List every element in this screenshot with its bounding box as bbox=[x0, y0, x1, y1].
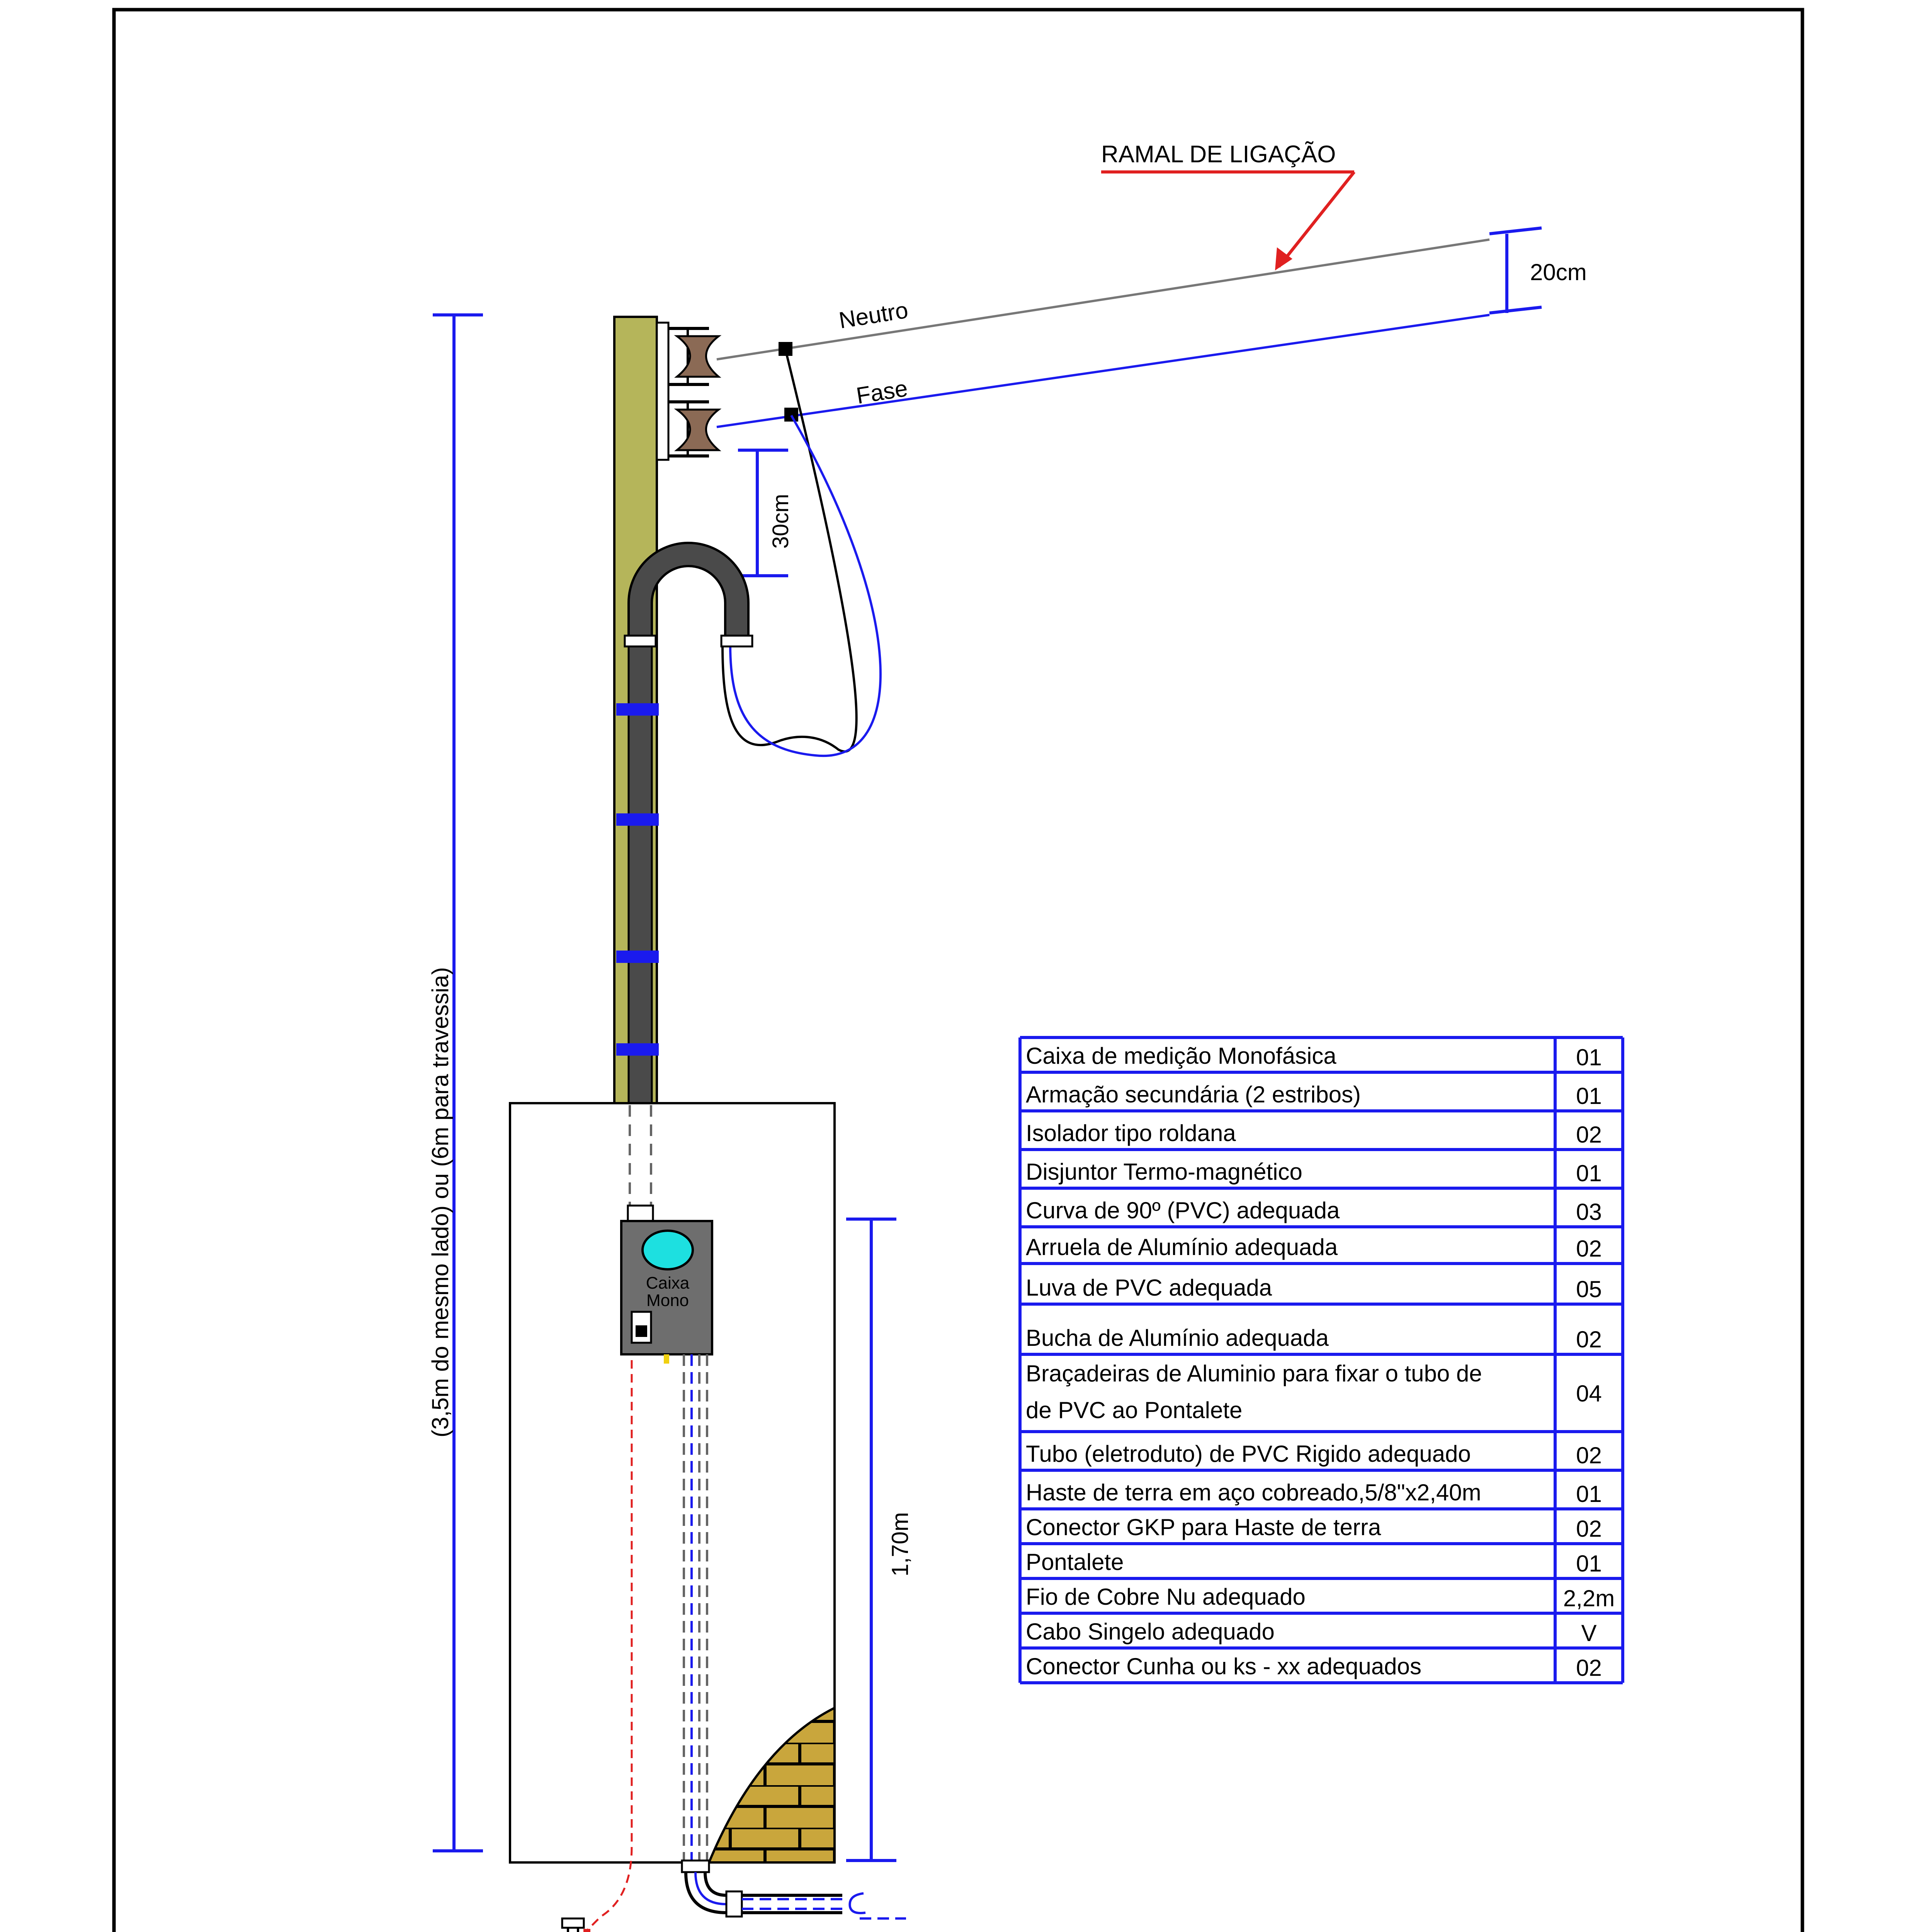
dim-20cm bbox=[1489, 228, 1587, 313]
meter-label-2: Mono bbox=[646, 1291, 689, 1310]
material-item-cont: de PVC ao Pontalete bbox=[1026, 1397, 1243, 1423]
bracadeira-1 bbox=[616, 703, 659, 716]
material-item: Armação secundária (2 estribos) bbox=[1026, 1082, 1361, 1107]
haste-de-terra bbox=[562, 1918, 590, 1932]
material-qty: 05 bbox=[1576, 1276, 1602, 1302]
material-qty: 01 bbox=[1576, 1083, 1602, 1109]
material-qty: 02 bbox=[1576, 1327, 1602, 1352]
material-item: Haste de terra em aço cobreado,5/8"x2,40m bbox=[1026, 1480, 1481, 1505]
material-item: Pontalete bbox=[1026, 1549, 1124, 1575]
sheet-border bbox=[114, 10, 1802, 1932]
material-item: Cabo Singelo adequado bbox=[1026, 1619, 1275, 1645]
neutro-wire bbox=[717, 240, 1489, 359]
bracadeira-4 bbox=[616, 1043, 659, 1056]
dim-170 bbox=[846, 1219, 913, 1861]
material-item: Conector Cunha ou ks - xx adequados bbox=[1026, 1653, 1421, 1679]
bracadeira-2 bbox=[616, 813, 659, 826]
ramal-arrow bbox=[1279, 172, 1354, 267]
meter-display bbox=[643, 1231, 693, 1269]
dim-30cm bbox=[738, 450, 793, 576]
ramal-label-group bbox=[1101, 141, 1354, 270]
dim-height bbox=[427, 315, 483, 1851]
dim-170-label: 1,70m bbox=[887, 1512, 913, 1577]
conector-gkp bbox=[583, 1929, 590, 1932]
material-item: Bucha de Alumínio adequada bbox=[1026, 1325, 1329, 1351]
material-qty: 02 bbox=[1576, 1442, 1602, 1468]
material-qty: 02 bbox=[1576, 1122, 1602, 1148]
roldana-insulator-2 bbox=[677, 410, 719, 450]
fase-label: Fase bbox=[854, 375, 910, 409]
fase-wire bbox=[717, 315, 1489, 427]
material-item: Curva de 90º (PVC) adequada bbox=[1026, 1197, 1340, 1223]
roldana-insulator-1 bbox=[677, 336, 719, 377]
material-qty: 01 bbox=[1576, 1160, 1602, 1186]
bracadeira-3 bbox=[616, 951, 659, 963]
material-item: Tubo (eletroduto) de PVC Rigido adequado bbox=[1026, 1441, 1471, 1467]
material-item: Arruela de Alumínio adequada bbox=[1026, 1234, 1338, 1260]
material-qty: 01 bbox=[1576, 1551, 1602, 1577]
dim-height-label: (3,5m do mesmo lado) ou (6m para travessia) bbox=[427, 967, 453, 1437]
luva-2 bbox=[721, 636, 752, 646]
material-item: Conector GKP para Haste de terra bbox=[1026, 1514, 1381, 1540]
material-item: Braçadeiras de Aluminio para fixar o tubo de bbox=[1026, 1361, 1482, 1386]
material-qty: 2,2m bbox=[1563, 1585, 1615, 1611]
material-qty: 02 bbox=[1576, 1516, 1602, 1542]
material-item: Isolador tipo roldana bbox=[1026, 1120, 1236, 1146]
ramal-label: RAMAL DE LIGAÇÃO bbox=[1101, 141, 1336, 168]
material-qty: 03 bbox=[1576, 1199, 1602, 1225]
material-item: Luva de PVC adequada bbox=[1026, 1275, 1272, 1301]
caixa-mono-meter bbox=[621, 1221, 712, 1364]
material-item: Disjuntor Termo-magnético bbox=[1026, 1159, 1302, 1185]
material-qty: 02 bbox=[1576, 1655, 1602, 1681]
meter-label-1: Caixa bbox=[646, 1274, 690, 1293]
dim-30cm-label: 30cm bbox=[768, 494, 793, 549]
material-qty: 01 bbox=[1576, 1044, 1602, 1070]
dim-20cm-label: 20cm bbox=[1530, 259, 1587, 285]
material-item: Caixa de medição Monofásica bbox=[1026, 1043, 1336, 1069]
fase-lead bbox=[730, 415, 881, 756]
materials-table bbox=[1020, 1037, 1623, 1683]
material-item: Fio de Cobre Nu adequado bbox=[1026, 1584, 1306, 1610]
material-qty: 01 bbox=[1576, 1481, 1602, 1507]
material-qty: 04 bbox=[1576, 1381, 1602, 1406]
armacao-secundaria bbox=[657, 323, 719, 460]
fase-connector bbox=[784, 408, 798, 422]
luva-1 bbox=[625, 636, 656, 646]
material-qty: 02 bbox=[1576, 1236, 1602, 1262]
neutro-label: Neutro bbox=[837, 297, 910, 333]
material-qty: V bbox=[1581, 1620, 1597, 1646]
